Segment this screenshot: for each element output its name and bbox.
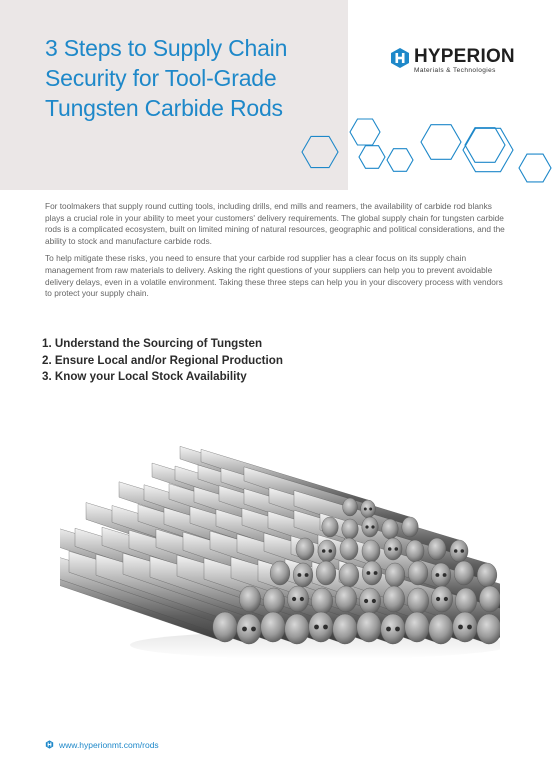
rod-end [333,614,358,644]
rod-end [322,517,338,537]
rod-end [339,563,359,587]
rod-end [239,586,260,612]
coolant-hole [323,625,328,630]
logo-name: HYPERION [414,46,515,67]
rod-end [362,517,378,537]
rod-end [361,500,376,518]
rod-end [450,540,468,562]
coolant-hole [366,571,370,575]
rod-end [383,586,404,612]
rod-end [296,538,314,560]
rod-end [311,588,332,614]
coolant-hole [251,627,256,632]
coolant-hole [292,597,296,601]
rod-end [285,614,310,644]
rod-end [408,561,428,585]
rod-end [454,561,474,585]
rod-end [406,540,424,562]
title-line-1: 3 Steps to Supply Chain [45,35,288,61]
coolant-hole [467,625,472,630]
coolant-hole [443,573,447,577]
hexagon-pattern-decoration [295,110,553,200]
coolant-hole [369,508,372,511]
coolant-hole [395,547,399,551]
rod-end [479,586,500,612]
footer-url-link[interactable]: www.hyperionmt.com/rods [59,740,159,750]
rod-end [362,540,380,562]
coolant-hole [386,627,391,632]
rod-end [428,538,446,560]
hyperion-logo [390,47,520,77]
rod-end [429,614,454,644]
coolant-hole [395,627,400,632]
coolant-hole [435,573,439,577]
rod-end [263,588,284,614]
coolant-hole [458,625,463,630]
rod-end [293,563,313,587]
coolant-hole [365,525,368,528]
coolant-hole [444,597,448,601]
rod-end [362,561,382,585]
rod-end [237,614,262,644]
step-item: 2. Ensure Local and/or Regional Production [42,353,283,367]
page-title [45,33,335,123]
rod-end [431,586,452,612]
rod-end [359,588,380,614]
coolant-hole [364,599,368,603]
rod-end [384,538,402,560]
rod-end [342,519,358,539]
rod-end [477,614,500,644]
hexagon-h-logo-icon [390,47,410,69]
step-item: 1. Understand the Sourcing of Tungsten [42,337,263,350]
rod-end [357,612,382,642]
coolant-hole [388,547,392,551]
rod-end [455,588,476,614]
rod-end [316,561,336,585]
rod-end [270,561,290,585]
carbide-rods-image [60,445,500,675]
coolant-hole [314,625,319,630]
rod-end [318,540,336,562]
coolant-hole [371,525,374,528]
step-item: 3. Know your Local Stock Availability [42,370,247,383]
rod-end [405,612,430,642]
coolant-hole [322,549,326,553]
coolant-hole [436,597,440,601]
coolant-hole [329,549,333,553]
title-line-2: Security for Tool-Grade [45,65,277,91]
coolant-hole [297,573,301,577]
coolant-hole [454,549,458,553]
steps-list [42,336,283,386]
coolant-hole [372,599,376,603]
rods-pile [60,446,500,644]
rod-end [381,614,406,644]
coolant-hole [305,573,309,577]
rod-end [402,517,418,537]
rod-end [261,612,286,642]
rod-end [382,519,398,539]
rod-end [309,612,334,642]
intro-paragraph: To help mitigate these risks, you need to ensure that your carbide rod supplier has a clear focus on its supply chain management from raw materials to delivery. Asking the right questions of your suppliers can help you to prevent avoidable delivery delays, even in a volatile environment. Taking these three steps can help you in your discovery process with vendors to protect your supply chain. [45,253,503,299]
title-line-3: Tungsten Carbide Rods [45,95,283,121]
coolant-hole [242,627,247,632]
intro-paragraph: For toolmakers that supply round cutting tools, including drills, end mills and reamers, the availability of carbide rod blanks plays a crucial role in your ability to meet your customers' delivery requirements. The global supply chain for tungsten carbide rods is a complicated ecosystem, built on limited mining of natural resources, geographic and political considerations, and the ability to stock and manufacture carbide rods. [45,201,505,246]
rod-end [477,563,497,587]
coolant-hole [374,571,378,575]
coolant-hole [364,508,367,511]
coolant-hole [300,597,304,601]
coolant-hole [461,549,465,553]
rod-end [453,612,478,642]
rod-end [431,563,451,587]
hexagon-h-logo-icon [45,740,54,749]
rod-end [213,612,238,642]
intro-text [45,201,507,306]
rod-end [385,563,405,587]
rod-end [335,586,356,612]
rod-end [287,586,308,612]
rod-end [407,588,428,614]
logo-tagline: Materials & Technologies [414,67,496,74]
rod-end [343,498,358,516]
rod-end [340,538,358,560]
